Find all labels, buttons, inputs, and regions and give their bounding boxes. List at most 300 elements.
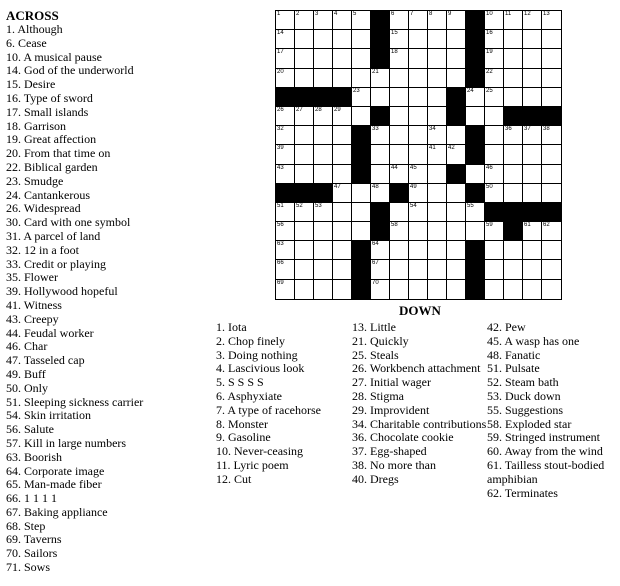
grid-cell[interactable] <box>428 126 447 145</box>
black-square <box>371 222 390 241</box>
grid-cell[interactable] <box>295 203 314 222</box>
grid-cell[interactable] <box>523 260 542 279</box>
grid-cell[interactable] <box>523 222 542 241</box>
clue-item: 6. Cease <box>6 35 47 50</box>
grid-cell[interactable] <box>276 30 295 49</box>
grid-cell[interactable] <box>409 107 428 126</box>
black-square <box>504 203 523 222</box>
grid-cell[interactable] <box>428 241 447 260</box>
clue-number: 37 <box>524 126 531 133</box>
grid-cell[interactable] <box>523 145 542 164</box>
down-clue-column-2 <box>352 321 486 487</box>
clue-item: 7. A type of racehorse <box>216 402 321 417</box>
grid-cell[interactable] <box>485 126 504 145</box>
grid-cell[interactable] <box>485 30 504 49</box>
grid-cell[interactable] <box>314 69 333 88</box>
grid-cell[interactable] <box>276 49 295 68</box>
grid-cell[interactable] <box>333 222 352 241</box>
grid-cell[interactable] <box>428 30 447 49</box>
grid-cell[interactable] <box>409 11 428 30</box>
grid-cell[interactable] <box>447 203 466 222</box>
grid-cell[interactable] <box>542 165 561 184</box>
grid-cell[interactable] <box>333 49 352 68</box>
grid-cell[interactable] <box>542 49 561 68</box>
grid-cell[interactable] <box>276 11 295 30</box>
grid-cell[interactable] <box>295 11 314 30</box>
grid-cell[interactable] <box>352 203 371 222</box>
grid-cell[interactable] <box>295 222 314 241</box>
grid-cell[interactable] <box>542 280 561 299</box>
grid-cell[interactable] <box>276 203 295 222</box>
grid-cell[interactable] <box>295 107 314 126</box>
grid-cell[interactable] <box>352 49 371 68</box>
grid-cell[interactable] <box>428 49 447 68</box>
grid-cell[interactable] <box>542 145 561 164</box>
black-square <box>314 184 333 203</box>
grid-cell[interactable] <box>447 184 466 203</box>
grid-cell[interactable] <box>504 49 523 68</box>
grid-cell[interactable] <box>314 145 333 164</box>
clue-item: 38. No more than <box>352 457 436 472</box>
clue-number: 32 <box>277 126 284 133</box>
grid-cell[interactable] <box>371 88 390 107</box>
grid-cell[interactable] <box>409 260 428 279</box>
clue-item: 53. Duck down <box>487 388 561 403</box>
clue-number: 64 <box>372 241 379 248</box>
clue-item: 23. Smudge <box>6 173 64 188</box>
black-square <box>466 184 485 203</box>
grid-cell[interactable] <box>523 11 542 30</box>
clue-item: 9. Gasoline <box>216 430 271 445</box>
grid-cell[interactable] <box>504 260 523 279</box>
grid-cell[interactable] <box>295 165 314 184</box>
grid-cell[interactable] <box>447 126 466 145</box>
grid-cell[interactable] <box>352 107 371 126</box>
grid-cell[interactable] <box>447 11 466 30</box>
grid-cell[interactable] <box>428 88 447 107</box>
clue-number: 2 <box>296 11 300 17</box>
clue-item: 6. Asphyxiate <box>216 388 282 403</box>
grid-cell[interactable] <box>428 280 447 299</box>
clue-number: 41 <box>429 145 436 152</box>
clue-item: 1. Although <box>6 22 63 36</box>
grid-cell[interactable] <box>466 107 485 126</box>
clue-number: 50 <box>486 183 493 190</box>
grid-cell[interactable] <box>390 280 409 299</box>
grid-cell[interactable] <box>523 49 542 68</box>
grid-cell[interactable] <box>333 145 352 164</box>
grid-cell[interactable] <box>295 145 314 164</box>
clue-item: 51. Pulsate <box>487 361 540 376</box>
grid-cell[interactable] <box>447 49 466 68</box>
clue-number: 48 <box>372 183 379 190</box>
grid-cell[interactable] <box>314 107 333 126</box>
grid-cell[interactable] <box>371 184 390 203</box>
grid-cell[interactable] <box>409 69 428 88</box>
grid-cell[interactable] <box>314 203 333 222</box>
grid-cell[interactable] <box>447 145 466 164</box>
grid-cell[interactable] <box>333 203 352 222</box>
grid-cell[interactable] <box>390 30 409 49</box>
grid-cell[interactable] <box>390 11 409 30</box>
grid-cell[interactable] <box>523 241 542 260</box>
black-square <box>504 107 523 126</box>
clue-item: 58. Exploded star <box>487 416 572 431</box>
clue-item: 3. Doing nothing <box>216 347 298 362</box>
black-square <box>314 88 333 107</box>
grid-cell[interactable] <box>523 69 542 88</box>
grid-cell[interactable] <box>276 222 295 241</box>
grid-cell[interactable] <box>333 241 352 260</box>
black-square <box>466 280 485 299</box>
grid-cell[interactable] <box>466 165 485 184</box>
clue-item: 28. Stigma <box>352 388 405 403</box>
grid-cell[interactable] <box>485 280 504 299</box>
grid-cell[interactable] <box>333 11 352 30</box>
clue-number: 18 <box>391 49 398 56</box>
clue-number: 10 <box>486 11 493 17</box>
grid-cell[interactable] <box>295 69 314 88</box>
clue-item: 30. Card with one symbol <box>6 215 131 230</box>
grid-cell[interactable] <box>428 165 447 184</box>
grid-cell[interactable] <box>276 145 295 164</box>
grid-cell[interactable] <box>485 49 504 68</box>
black-square <box>447 107 466 126</box>
clue-number: 46 <box>486 164 493 171</box>
clue-number: 39 <box>277 145 284 152</box>
clue-item: 48. Fanatic <box>487 347 541 362</box>
black-square <box>523 203 542 222</box>
grid-cell[interactable] <box>447 280 466 299</box>
grid-cell[interactable] <box>523 88 542 107</box>
clue-number: 17 <box>277 49 284 56</box>
clue-item: 45. A wasp has one <box>487 333 580 348</box>
black-square <box>371 49 390 68</box>
grid-cell[interactable] <box>371 145 390 164</box>
grid-cell[interactable] <box>333 30 352 49</box>
grid-cell[interactable] <box>485 260 504 279</box>
clue-number: 4 <box>334 11 338 17</box>
black-square <box>333 88 352 107</box>
black-square <box>447 88 466 107</box>
clue-item: 56. Salute <box>6 422 54 437</box>
black-square <box>466 126 485 145</box>
grid-cell[interactable] <box>295 30 314 49</box>
grid-cell[interactable] <box>276 260 295 279</box>
grid-cell[interactable] <box>352 30 371 49</box>
black-square <box>352 280 371 299</box>
grid-cell[interactable] <box>333 69 352 88</box>
grid-cell[interactable] <box>276 241 295 260</box>
grid-cell[interactable] <box>523 30 542 49</box>
grid-cell[interactable] <box>542 241 561 260</box>
grid-cell[interactable] <box>542 11 561 30</box>
clue-number: 36 <box>505 126 512 133</box>
black-square <box>504 222 523 241</box>
clue-item: 19. Great affection <box>6 132 97 147</box>
grid-cell[interactable] <box>295 280 314 299</box>
black-square <box>295 88 314 107</box>
clue-item: 47. Tasseled cap <box>6 353 85 368</box>
clue-item: 46. Char <box>6 339 48 354</box>
clue-item: 10. Never-ceasing <box>216 444 304 459</box>
grid-cell[interactable] <box>276 165 295 184</box>
grid-cell[interactable] <box>352 222 371 241</box>
grid-cell[interactable] <box>333 107 352 126</box>
clue-number: 3 <box>315 11 319 17</box>
grid-cell[interactable] <box>409 145 428 164</box>
clue-item: 16. Type of sword <box>6 90 93 105</box>
across-heading: ACROSS <box>6 8 59 23</box>
grid-cell[interactable] <box>504 30 523 49</box>
clue-item: 44. Feudal worker <box>6 325 94 340</box>
clue-number: 1 <box>277 11 281 17</box>
clue-number: 15 <box>391 30 398 37</box>
clue-number: 67 <box>372 260 379 267</box>
grid-cell[interactable] <box>504 88 523 107</box>
grid-cell[interactable] <box>295 126 314 145</box>
clue-number: 9 <box>448 11 452 17</box>
clue-number: 12 <box>524 11 531 17</box>
grid-cell[interactable] <box>485 107 504 126</box>
grid-cell[interactable] <box>390 145 409 164</box>
grid-cell[interactable] <box>542 126 561 145</box>
grid-cell[interactable] <box>409 30 428 49</box>
grid-cell[interactable] <box>409 126 428 145</box>
grid-cell[interactable] <box>314 222 333 241</box>
clue-number: 66 <box>277 260 284 267</box>
clue-number: 33 <box>372 126 379 133</box>
grid-cell[interactable] <box>428 222 447 241</box>
grid-cell[interactable] <box>409 203 428 222</box>
grid-cell[interactable] <box>276 69 295 88</box>
grid-cell[interactable] <box>428 69 447 88</box>
grid-cell[interactable] <box>333 126 352 145</box>
grid-cell[interactable] <box>390 222 409 241</box>
grid-cell[interactable] <box>371 280 390 299</box>
clue-item: 63. Boorish <box>6 449 63 464</box>
grid-cell[interactable] <box>390 107 409 126</box>
grid-cell[interactable] <box>523 184 542 203</box>
black-square <box>523 107 542 126</box>
grid-cell[interactable] <box>333 260 352 279</box>
grid-cell[interactable] <box>504 11 523 30</box>
grid-cell[interactable] <box>371 69 390 88</box>
grid-cell[interactable] <box>409 241 428 260</box>
grid-cell[interactable] <box>428 11 447 30</box>
grid-cell[interactable] <box>485 165 504 184</box>
across-clues <box>6 23 271 575</box>
grid-cell[interactable] <box>523 165 542 184</box>
clue-item: 21. Quickly <box>352 333 409 348</box>
clue-item: 22. Biblical garden <box>6 159 98 174</box>
grid-cell[interactable] <box>542 30 561 49</box>
grid-cell[interactable] <box>542 260 561 279</box>
grid-cell[interactable] <box>371 260 390 279</box>
clue-number: 5 <box>353 11 357 17</box>
clue-item: 5. S S S S <box>216 375 264 390</box>
grid-cell[interactable] <box>409 222 428 241</box>
black-square <box>542 107 561 126</box>
grid-cell[interactable] <box>390 88 409 107</box>
grid-cell[interactable] <box>428 184 447 203</box>
grid-cell[interactable] <box>314 280 333 299</box>
clue-number: 45 <box>410 164 417 171</box>
grid-cell[interactable] <box>485 69 504 88</box>
black-square <box>295 184 314 203</box>
grid-cell[interactable] <box>333 184 352 203</box>
grid-cell[interactable] <box>390 203 409 222</box>
grid-cell[interactable] <box>466 203 485 222</box>
clue-item: 20. From that time on <box>6 146 111 161</box>
clue-number: 69 <box>277 279 284 286</box>
grid-cell[interactable] <box>295 241 314 260</box>
clue-item: 54. Skin irritation <box>6 408 91 423</box>
clue-item: 43. Creepy <box>6 311 59 326</box>
black-square <box>466 11 485 30</box>
clue-item: 37. Egg-shaped <box>352 444 427 459</box>
clue-item: 69. Taverns <box>6 532 62 547</box>
clue-number: 24 <box>467 87 474 94</box>
grid-cell[interactable] <box>466 88 485 107</box>
grid-cell[interactable] <box>352 11 371 30</box>
grid-cell[interactable] <box>409 280 428 299</box>
clue-item: 15. Desire <box>6 77 56 92</box>
grid-cell[interactable] <box>485 88 504 107</box>
clue-number: 49 <box>410 183 417 190</box>
clue-item: 34. Charitable contributions <box>352 416 487 431</box>
clue-number: 53 <box>315 202 322 209</box>
grid-cell[interactable] <box>409 49 428 68</box>
grid-cell[interactable] <box>485 222 504 241</box>
grid-cell[interactable] <box>333 280 352 299</box>
clue-item: 31. A parcel of land <box>6 228 101 243</box>
grid-cell[interactable] <box>390 49 409 68</box>
grid-cell[interactable] <box>352 69 371 88</box>
clue-number: 6 <box>391 11 395 17</box>
clue-item: 32. 12 in a foot <box>6 242 79 257</box>
grid-cell[interactable] <box>428 260 447 279</box>
grid-cell[interactable] <box>314 241 333 260</box>
clue-item: 33. Credit or playing <box>6 256 106 271</box>
grid-cell[interactable] <box>295 260 314 279</box>
grid-cell[interactable] <box>447 69 466 88</box>
grid-cell[interactable] <box>409 184 428 203</box>
clue-number: 28 <box>315 106 322 113</box>
grid-cell[interactable] <box>390 69 409 88</box>
grid-cell[interactable] <box>504 280 523 299</box>
grid-cell[interactable] <box>523 280 542 299</box>
grid-cell[interactable] <box>466 222 485 241</box>
grid-cell[interactable] <box>447 222 466 241</box>
grid-cell[interactable] <box>523 126 542 145</box>
grid-cell[interactable] <box>352 184 371 203</box>
grid-cell[interactable] <box>314 260 333 279</box>
clue-item: 1. Iota <box>216 320 247 334</box>
grid-cell[interactable] <box>371 126 390 145</box>
grid-cell[interactable] <box>314 30 333 49</box>
clue-number: 44 <box>391 164 398 171</box>
grid-cell[interactable] <box>409 88 428 107</box>
clue-number: 59 <box>486 222 493 229</box>
grid-cell[interactable] <box>504 241 523 260</box>
clue-number: 54 <box>410 202 417 209</box>
grid-cell[interactable] <box>314 11 333 30</box>
grid-cell[interactable] <box>504 126 523 145</box>
grid-cell[interactable] <box>428 203 447 222</box>
black-square <box>466 260 485 279</box>
grid-cell[interactable] <box>485 11 504 30</box>
clue-item: 14. God of the underworld <box>6 63 134 78</box>
black-square <box>371 203 390 222</box>
black-square <box>542 203 561 222</box>
grid-cell[interactable] <box>371 165 390 184</box>
clue-number: 63 <box>277 241 284 248</box>
clue-number: 58 <box>391 222 398 229</box>
grid-cell[interactable] <box>314 49 333 68</box>
black-square <box>352 165 371 184</box>
grid-cell[interactable] <box>542 222 561 241</box>
grid-cell[interactable] <box>352 88 371 107</box>
clue-number: 25 <box>486 87 493 94</box>
grid-cell[interactable] <box>447 241 466 260</box>
grid-cell[interactable] <box>504 184 523 203</box>
grid-cell[interactable] <box>276 107 295 126</box>
grid-cell[interactable] <box>390 126 409 145</box>
grid-cell[interactable] <box>542 88 561 107</box>
grid-cell[interactable] <box>447 30 466 49</box>
clue-item: 52. Steam bath <box>487 375 559 390</box>
black-square <box>276 88 295 107</box>
grid-cell[interactable] <box>314 126 333 145</box>
grid-cell[interactable] <box>428 107 447 126</box>
grid-cell[interactable] <box>542 184 561 203</box>
grid-cell[interactable] <box>276 280 295 299</box>
grid-cell[interactable] <box>504 69 523 88</box>
grid-cell[interactable] <box>504 165 523 184</box>
grid-cell[interactable] <box>276 126 295 145</box>
clue-number: 7 <box>410 11 414 17</box>
clue-item: 62. Terminates <box>487 485 558 500</box>
grid-cell[interactable] <box>295 49 314 68</box>
grid-cell[interactable] <box>485 184 504 203</box>
grid-cell[interactable] <box>371 241 390 260</box>
clue-number: 13 <box>543 11 550 17</box>
grid-cell[interactable] <box>485 145 504 164</box>
grid-cell[interactable] <box>447 260 466 279</box>
clue-item: 57. Kill in large numbers <box>6 435 127 450</box>
grid-cell[interactable] <box>504 145 523 164</box>
grid-cell[interactable] <box>409 165 428 184</box>
grid-cell[interactable] <box>390 241 409 260</box>
clue-item: 55. Suggestions <box>487 402 564 417</box>
clue-item: 51. Sleeping sickness carrier <box>6 394 144 409</box>
black-square <box>466 145 485 164</box>
grid-cell[interactable] <box>485 241 504 260</box>
clue-number: 20 <box>277 68 284 75</box>
grid-cell[interactable] <box>390 165 409 184</box>
clue-item: 40. Dregs <box>352 471 399 486</box>
black-square <box>390 184 409 203</box>
clue-item: 4. Lascivious look <box>216 361 305 376</box>
grid-cell[interactable] <box>333 165 352 184</box>
crossword-grid <box>275 10 562 300</box>
clue-item: 11. Lyric poem <box>216 457 289 472</box>
grid-cell[interactable] <box>542 69 561 88</box>
grid-cell[interactable] <box>428 145 447 164</box>
grid-cell[interactable] <box>390 260 409 279</box>
grid-cell[interactable] <box>314 165 333 184</box>
